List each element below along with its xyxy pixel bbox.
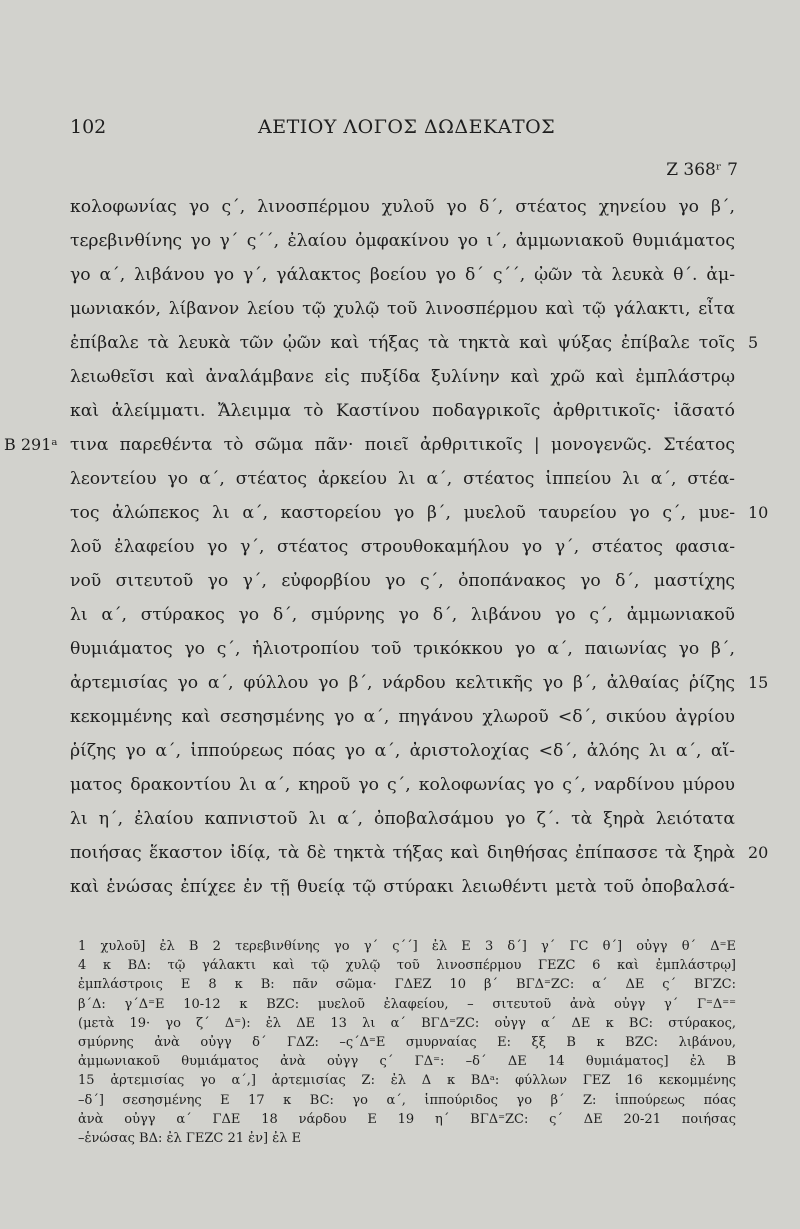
text-line: νοῦ σιτευτοῦ γο γ΄, εὐφορβίου γο ς΄, ὀποπάνακος γο δ΄, μαστίχης (70, 571, 735, 591)
text-line: λοῦ ἐλαφείου γο γ΄, στέατος στρουθοκαμήλου γο γ΄, στέατος φασια- (70, 537, 735, 557)
text-line: ἀρτεμισίας γο α΄, φύλλου γο β΄, νάρδου κελτικῆς γο β΄, ἀλθαίας ῥίζης (70, 673, 735, 693)
text-line-wrapper (70, 836, 769, 870)
apparatus-line: 1 χυλοῦ] ἐλ B 2 τερεβινθίνης γο γ΄ ς΄΄] ἐλ E 3 δ΄] γ΄ ΓC θ΄] οὐγγ θ΄ Δ⁼E (78, 939, 736, 954)
main-text (4, 190, 769, 904)
apparatus-line: (μετὰ 19· γο ζ΄ Δ⁼): ἐλ ΔE 13 λι α΄ BΓΔ⁼ZC: οὐγγ α΄ ΔE κ BC: στύρακος, (78, 1015, 736, 1031)
page-header (0, 116, 800, 140)
text-line: τερεβινθίνης γο γ΄ ς΄΄, ἐλαίου ὀμφακίνου γο ι΄, ἀμμωνιακοῦ θυμιάματος (70, 231, 735, 251)
text-line: κεκομμένης καὶ σεσησμένης γο α΄, πηγάνου χλωροῦ <δ΄, σικύου ἀγρίου (70, 707, 735, 727)
apparatus-line: ἐμπλάστροις E 8 κ B: πᾶν σῶμα· ΓΔEZ 10 β΄ BΓΔ⁼ZC: α΄ ΔE ς΄ BΓZC: (78, 977, 736, 993)
text-line: καὶ ἀλείμματι. Ἄλειμμα τὸ Καστίνου ποδαγρικοῖς ἀρθριτικοῖς· ἰᾶσατό (70, 401, 735, 421)
text-line: τος ἀλώπεκος λι α΄, καστορείου γο β΄, μυελοῦ ταυρείου γο ς΄, μυε- (70, 503, 735, 523)
text-line: θυμιάματος γο ς΄, ἡλιοτροπίου τοῦ τρικόκκου γο α΄, παιωνίας γο β΄, (70, 639, 735, 659)
apparatus-line: 15 ἀρτεμισίας γο α΄,] ἀρτεμισίας Z: ἐλ Δ κ BΔᵃ: φύλλων ΓEZ 16 κεκομμένης (78, 1073, 736, 1089)
text-line: τινα παρεθέντα τὸ σῶμα πᾶν· ποιεῖ ἀρθριτικοῖς | μονογενῶς. Στέατος (70, 435, 735, 455)
text-line: ματος δρακοντίου λι α΄, κηροῦ γο ς΄, κολοφωνίας γο ς΄, ναρδίνου μύρου (70, 775, 735, 795)
text-line: ἐπίβαλε τὰ λευκὰ τῶν ᾠῶν καὶ τήξας τὰ τηκτὰ καὶ ψύξας ἐπίβαλε τοῖς (70, 333, 735, 353)
text-line: γο α΄, λιβάνου γο γ΄, γάλακτος βοείου γο δ΄ ς΄΄, ᾠῶν τὰ λευκὰ θ΄. ἀμ- (70, 265, 735, 285)
apparatus-line: ἀνὰ οὐγγ α΄ ΓΔE 18 νάρδου E 19 η΄ BΓΔ⁼ZC: ς΄ ΔE 20-21 ποιήσας (78, 1111, 736, 1127)
line-number: 15 (748, 673, 769, 692)
text-line: μωνιακόν, λίβανον λείου τῷ χυλῷ τοῦ λινοσπέρμου καὶ τῷ γάλακτι, εἶτα (70, 299, 735, 319)
apparatus-line: β΄Δ: γ΄Δ⁼E 10-12 κ BZC: μυελοῦ ἐλαφείου, – σιτευτοῦ ἀνὰ οὐγγ γ΄ Γ⁼Δ⁼⁼ (78, 996, 736, 1012)
manuscript-reference: Z 368ʳ 7 (666, 160, 738, 180)
text-line-wrapper (70, 326, 759, 360)
text-line-wrapper (70, 666, 769, 700)
apparatus-line: –ἑνώσας BΔ: ἐλ ΓEZC 21 ἐν] ἐλ E (78, 1130, 302, 1146)
text-line: ποιήσας ἕκαστον ἰδίᾳ, τὰ δὲ τηκτὰ τήξας καὶ διηθήσας ἐπίπασσε τὰ ξηρὰ (70, 843, 735, 863)
text-line: λεοντείου γο α΄, στέατος ἀρκείου λι α΄, στέατος ἱππείου λι α΄, στέα- (70, 469, 735, 489)
apparatus-line: 4 κ BΔ: τῷ γάλακτι καὶ τῷ χυλῷ τοῦ λινοσπέρμου ΓEZC 6 καὶ ἐμπλάστρῳ] (78, 958, 736, 974)
critical-apparatus (78, 937, 736, 1148)
text-line: λι η΄, ἐλαίου καπνιστοῦ λι α΄, ὀποβαλσάμου γο ζ΄. τὰ ξηρὰ λειότατα (70, 809, 735, 829)
apparatus-line: ἀμμωνιακοῦ θυμιάματος ἀνὰ οὐγγ ς΄ ΓΔ⁼: –δ΄ ΔE 14 θυμιάματος] ἐλ B (78, 1054, 736, 1070)
text-line-wrapper (70, 496, 769, 530)
text-line: καὶ ἑνώσας ἐπίχεε ἐν τῇ θυείᾳ τῷ στύρακι λειωθέντι μετὰ τοῦ ὀποβαλσά- (70, 877, 735, 897)
line-number: 10 (748, 503, 769, 522)
apparatus-line: σμύρνης ἀνὰ οὐγγ δ΄ ΓΔZ: –ς΄Δ⁼E σμυρναίας E: ξξ B κ BZC: λιβάνου, (78, 1034, 736, 1050)
line-number: 5 (748, 333, 759, 352)
text-line: κολοφωνίας γο ς΄, λινοσπέρμου χυλοῦ γο δ΄, στέατος χηνείου γο β΄, (70, 197, 735, 217)
text-line-wrapper (4, 428, 735, 462)
text-line: λειωθεῖσι καὶ ἀναλάμβανε εἰς πυξίδα ξυλίνην καὶ χρῶ καὶ ἐμπλάστρῳ (70, 367, 735, 387)
running-title: ΑΕΤΙΟΥ ΛΟΓΟΣ ΔΩΔΕΚΑΤΟΣ (258, 116, 556, 138)
margin-note: B 291ᵃ (4, 435, 58, 454)
line-number: 20 (748, 843, 769, 862)
text-line: λι α΄, στύρακος γο δ΄, σμύρνης γο δ΄, λιβάνου γο ς΄, ἀμμωνιακοῦ (70, 605, 735, 625)
page-number: 102 (70, 116, 107, 138)
text-line: ῥίζης γο α΄, ἱππούρεως πόας γο α΄, ἀριστολοχίας <δ΄, ἀλόης λι α΄, αἵ- (70, 741, 735, 761)
apparatus-line: –δ΄] σεσησμένης E 17 κ BC: γο α΄, ἱππούριδος γο β΄ Z: ἱππούρεως πόας (78, 1092, 736, 1108)
